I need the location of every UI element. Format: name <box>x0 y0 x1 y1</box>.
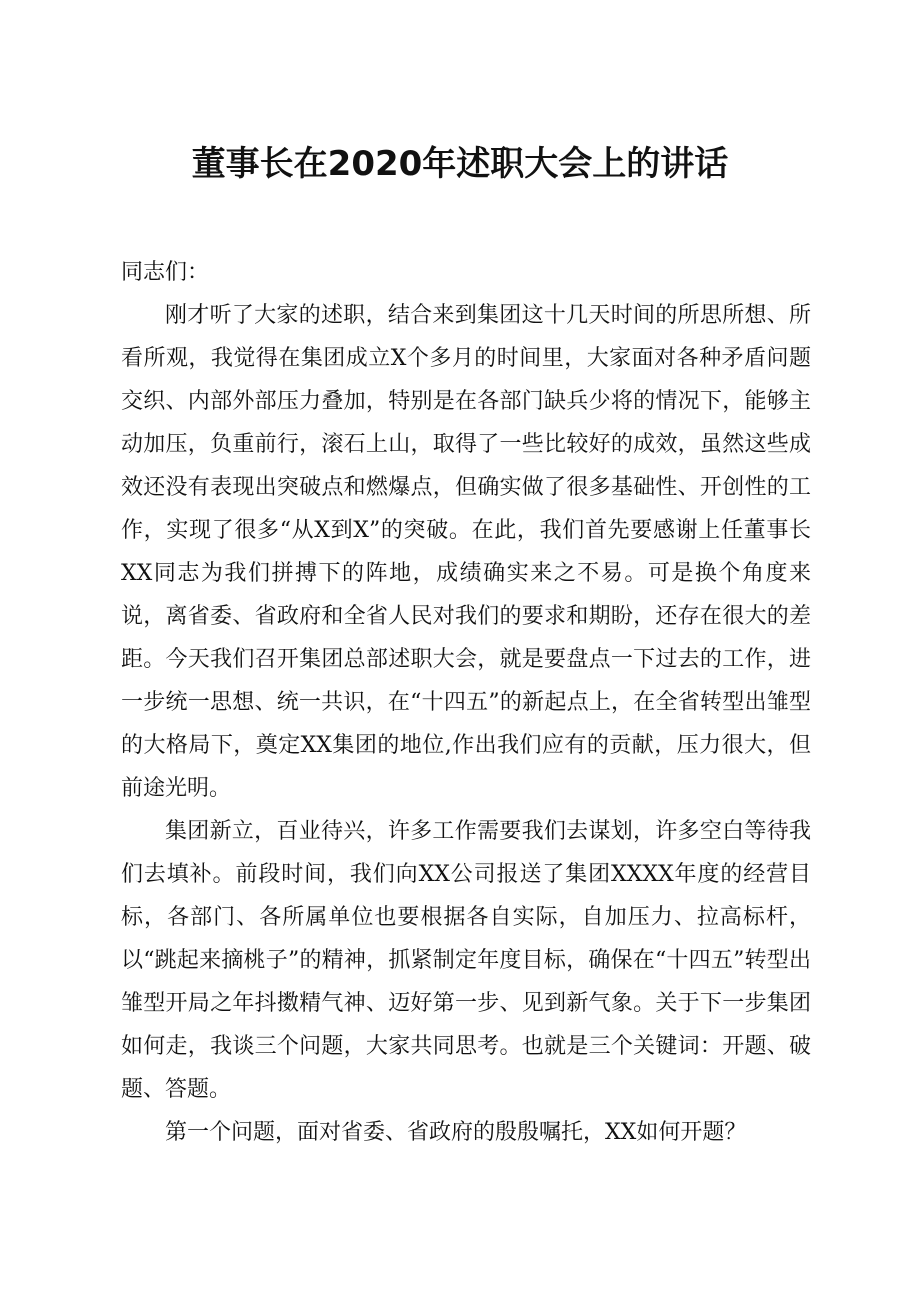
paragraph-2: 集团新立，百业待兴，许多工作需要我们去谋划，许多空白等待我们去填补。前段时间，我们向XX公司报送了集团XXXX年度的经营目标，各部门、各所属单位也要根据各自实际，自加压力、拉高标杆，以“跳起来摘桃子”的精神，抓紧制定年度目标，确保在“十四五”转型出雏型开局之年抖擞精气神、迈好第一步、见到新气象。关于下一步集团如何走，我谈三个问题，大家共同思考。也就是三个关键词：开题、破题、答题。 <box>121 819 811 1102</box>
paragraph-1: 刚才听了大家的述职，结合来到集团这十几天时间的所思所想、所看所观，我觉得在集团成立X个多月的时间里，大家面对各种矛盾问题交织、内部外部压力叠加，特别是在各部门缺兵少将的情况下，能够主动加压，负重前行，滚石上山，取得了一些比较好的成效，虽然这些成效还没有表现出突破点和燃爆点，但确实做了很多基础性、开创性的工作，实现了很多“从X到X”的突破。在此，我们首先要感谢上任董事长XX同志为我们拼搏下的阵地，成绩确实来之不易。可是换个角度来说，离省委、省政府和全省人民对我们的要求和期盼，还存在很大的差距。今天我们召开集团总部述职大会，就是要盘点一下过去的工作，进一步统一思想、统一共识，在“十四五”的新起点上，在全省转型出雏型的大格局下，奠定XX集团的地位,作出我们应有的贡献，压力很大，但前途光明。 <box>121 303 811 801</box>
salutation: 同志们： <box>121 260 210 285</box>
paragraph-3: 第一个问题，面对省委、省政府的殷殷嘱托，XX如何开题？ <box>165 1120 747 1145</box>
page-title: 董事长在2020年述职大会上的讲话 <box>191 144 729 184</box>
speech-body <box>121 251 811 1154</box>
